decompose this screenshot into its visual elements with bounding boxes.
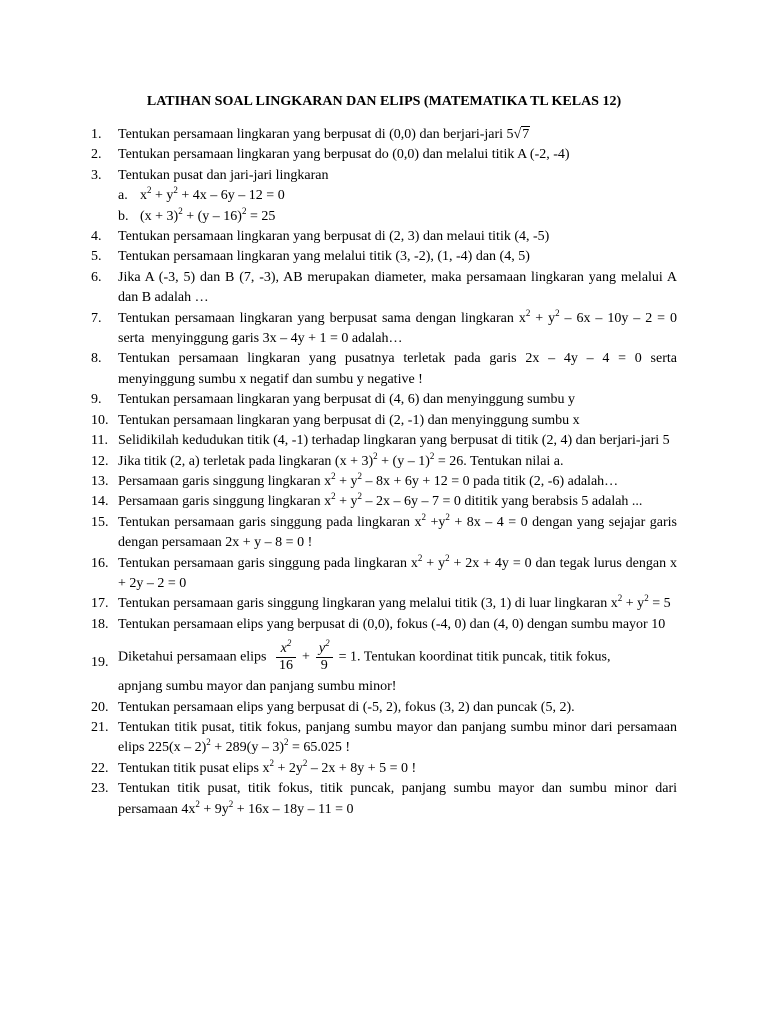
fraction-y-over-9: $\frac{y^2}{9}$ xyxy=(316,641,333,674)
question-16: 16. Tentukan persamaan garis singgung pada lingkaran $x^2 + y^2 + 2x + 4y = 0$ dan tegak lurus dengan x + 2y – 2 = 0 xyxy=(91,552,677,591)
square-root: √7 xyxy=(513,127,530,142)
question-8: 8. Tentukan persamaan lingkaran yang pusatnya terletak pada garis 2x – 4y – 4 = 0 serta menyinggung sumbu x negatif dan sumbu y negative ! xyxy=(91,351,677,387)
question-15: 15. Tentukan persamaan garis singgung pada lingkaran $x^2 +y^2 + 8x - 4 = 0$ dengan yang sejajar garis dengan persamaan 2x + y – 8 = 0 ! xyxy=(91,511,677,551)
question-12: 12. Jika titik (2, a) terletak pada lingkaran $(x + 3)^2 + (y - 1)^2 = 26$. Tentukan nilai a. xyxy=(91,450,564,469)
question-3a: a. $x^2 + y^2 + 4x - 6y - 12 = 0$ xyxy=(118,185,285,204)
question-14: 14. Persamaan garis singgung lingkaran $x^2 + y^2 - 2x - 6y - 7 = 0$ dititik yang berabsis 5 adalah ... xyxy=(91,491,643,510)
question-11: 11. Selidikilah kedudukan titik (4, -1) terhadap lingkaran yang berpusat di titik (2, 4) dan berjari-jari 5 xyxy=(91,433,670,449)
question-17: 17. Tentukan persamaan garis singgung lingkaran yang melalui titik (3, 1) di luar lingkaran $x^2 + y^2 = 5$ xyxy=(91,593,671,612)
question-7: 7. Tentukan persamaan lingkaran yang berpusat sama dengan lingkaran $x^2 + y^2 - 6x - 10y - 2 = 0$ serta menyinggung garis 3x – 4y + 1 = 0 adalah… xyxy=(91,307,677,347)
question-6: 6. Jika A (-3, 5) dan B (7, -3), AB merupakan diameter, maka persamaan lingkaran yang melalui A dan B adalah … xyxy=(91,269,677,306)
question-1: 1. Tentukan persamaan lingkaran yang berpusat di (0,0) dan berjari-jari 5√7 xyxy=(91,125,677,145)
question-3b: b. $(x + 3)^2 + (y - 16)^2 = 25$ xyxy=(118,205,276,224)
page-title: LATIHAN SOAL LINGKARAN DAN ELIPS (MATEMATIKA TL KELAS 12) xyxy=(146,94,622,109)
question-number: 1. xyxy=(91,127,102,142)
question-10: 10. Tentukan persamaan lingkaran yang berpusat di (2, -1) dan menyinggung sumbu x xyxy=(91,412,580,428)
question-4: 4. Tentukan persamaan lingkaran yang berpusat di (2, 3) dan melaui titik (4, -5) xyxy=(91,229,550,245)
question-23: 23. Tentukan titik pusat, titik fokus, titik puncak, panjang sumbu mayor dan sumbu minor dari persamaan $4x^2 + 9y^2 + 16x - 18y - 11 = 0$ xyxy=(91,781,677,817)
question-22: 22. Tentukan titik pusat elips $x^2 + 2y^2 - 2x + 8y + 5 = 0$ ! xyxy=(91,757,417,776)
fraction-x-over-16: $\frac{x^2}{16}$ xyxy=(276,641,296,674)
question-18: 18. Tentukan persamaan elips yang berpusat di (0,0), fokus (-4, 0) dan (4, 0) dengan sumbu mayor 10 xyxy=(91,616,666,632)
question-2: 2. Tentukan persamaan lingkaran yang berpusat do (0,0) dan melalui titik A (-2, -4) xyxy=(91,147,570,163)
question-21: 21. Tentukan titik pusat, titik fokus, panjang sumbu mayor dan panjang sumbu minor dari persamaan elips 225(x – 2)$^2$ + 289(y – 3)$^2$ = 65.025 ! xyxy=(91,719,677,756)
question-20: 20. Tentukan persamaan elips yang berpusat di (-5, 2), fokus (3, 2) dan puncak (5, 2). xyxy=(91,699,575,715)
question-3: 3. Tentukan pusat dan jari-jari lingkaran xyxy=(91,167,329,183)
question-13: 13. Persamaan garis singgung lingkaran $x^2 + y^2 - 8x + 6y + 12 = 0$ pada titik (2, -6) adalah… xyxy=(91,470,619,489)
question-list xyxy=(91,125,677,820)
question-19: 19. Diketahui persamaan elips $\frac{x^2}{16}$ + $\frac{y^2}{9}$ = 1. Tentukan koordinat titik puncak, titik fokus, apnjang sumbu mayor dan panjang sumbu minor! xyxy=(91,638,611,695)
question-5: 5. Tentukan persamaan lingkaran yang melalui titik (3, -2), (1, -4) dan (4, 5) xyxy=(91,249,530,265)
question-9: 9. Tentukan persamaan lingkaran yang berpusat di (4, 6) dan menyinggung sumbu y xyxy=(91,392,576,408)
